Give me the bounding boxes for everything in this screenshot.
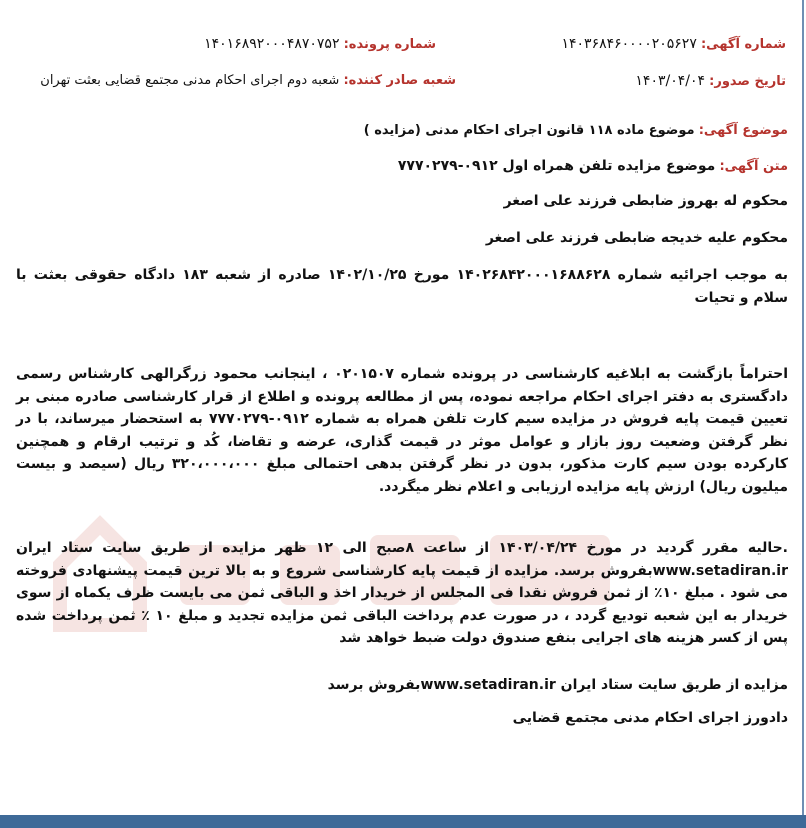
issue-date-value: ۱۴۰۳/۰۴/۰۴ <box>635 73 705 89</box>
auction-terms-paragraph: .حالیه مقرر گردید در مورخ ۱۴۰۳/۰۴/۲۴ از ساعت ۸صبح الی ۱۲ ظهر مزایده از طریق سایت ستاد ایران www.setadiran.irبفروش برسد. مزایده از قیمت پایه کارشناسی شروع و به بالا ترین قیمت پیشنهادی فروخته می شود . مبلغ ۱۰٪ از ثمن فروش نقدا فی المجلس از خریدار اخذ و الباقی ثمن می بایست ظرف یکماه از سوی خریدار به این شعبه تودیع گردد ، در صورت عدم پرداخت الباقی ثمن مزایده تجدید و مبلغ ۱۰ ٪ ثمن پرداخت شده پس از کسر هزینه های اجرایی بنفع صندوق دولت ضبط خواهد شد <box>16 540 789 646</box>
issue-date-field <box>635 73 786 89</box>
notice-number-label: شماره آگهی: <box>700 37 786 52</box>
expert-opinion-paragraph: احتراماً بازگشت به ابلاغیه کارشناسی در پرونده شماره ۰۲۰۱۵۰۷ ، اینجانب محمود زرگرالهی کارشناس رسمی دادگستری به دفتر اجرای احکام مراجعه نموده، پس از مطالعه پرونده و اطلاع از قرار کارشناسی صادره مبنی بر تعیین قیمت پایه فروش در مزایده سیم کارت تلفن همراه به شماره ۰۹۱۲-۷۷۷۰۲۷۹ به استحضار میرساند، با در نظر گرفتن وضعیت روز بازار و عوامل موثر در قیمت گذاری، عرضه و تقاضا، کُد و ترتیب ارقام و همچنین کارکرده بودن سیم کارت مذکور، بدون در نظر گرفتن بدهی احتمالی مبلغ ۳۲۰،۰۰۰،۰۰۰ ریال (سیصد و بیست میلیون ریال) ارزش پایه مزایده ارزیابی و اعلام نظر میگردد. <box>16 366 788 495</box>
bottom-bar <box>0 815 806 828</box>
notice-text-label: متن آگهی: <box>719 159 788 174</box>
subject-text: موضوع ماده ۱۱۸ قانون اجرای احکام مدنی (مزایده ) <box>363 123 695 138</box>
auction-site-line: مزایده از طریق سایت ستاد ایران www.setadiran.irبفروش برسد <box>327 677 788 693</box>
bailiff-signature-line: دادورز اجرای احکام مدنی مجتمع قضایی <box>512 710 788 726</box>
issuer-label: شعبه صادر کننده: <box>343 73 456 88</box>
notice-text-value: موضوع مزایده تلفن همراه اول ۰۹۱۲-۷۷۷۰۲۷۹ <box>397 158 716 174</box>
subject-label: موضوع آگهی: <box>698 123 788 138</box>
issue-date-label: تاریخ صدور: <box>709 74 786 89</box>
case-number-label: شماره پرونده: <box>343 37 436 52</box>
notice-text-field <box>398 158 788 174</box>
issuer-field <box>40 73 456 88</box>
issuer-value: شعبه دوم اجرای احکام مدنی مجتمع قضایی بعثت تهران <box>40 73 340 88</box>
judgment-creditor-line: محکوم له بهروز ضابطی فرزند علی اصغر <box>503 193 788 209</box>
notice-number-field <box>561 36 786 52</box>
judgment-debtor-line: محکوم علیه خدیجه ضابطی فرزند علی اصغر <box>485 230 788 246</box>
enforcement-order-paragraph: به موجب اجرائیه شماره ۱۴۰۲۶۸۴۲۰۰۰۱۶۸۸۶۲۸ مورخ ۱۴۰۲/۱۰/۲۵ صادره از شعبه ۱۸۳ دادگاه حقوقی بعثت با سلام و تحیات <box>16 267 789 306</box>
case-number-value: ۱۴۰۱۶۸۹۲۰۰۰۴۸۷۰۷۵۲ <box>204 36 340 52</box>
subject-field <box>364 123 788 138</box>
notice-number-value: ۱۴۰۳۶۸۴۶۰۰۰۰۲۰۵۶۲۷ <box>561 36 697 52</box>
case-number-field <box>204 36 436 52</box>
